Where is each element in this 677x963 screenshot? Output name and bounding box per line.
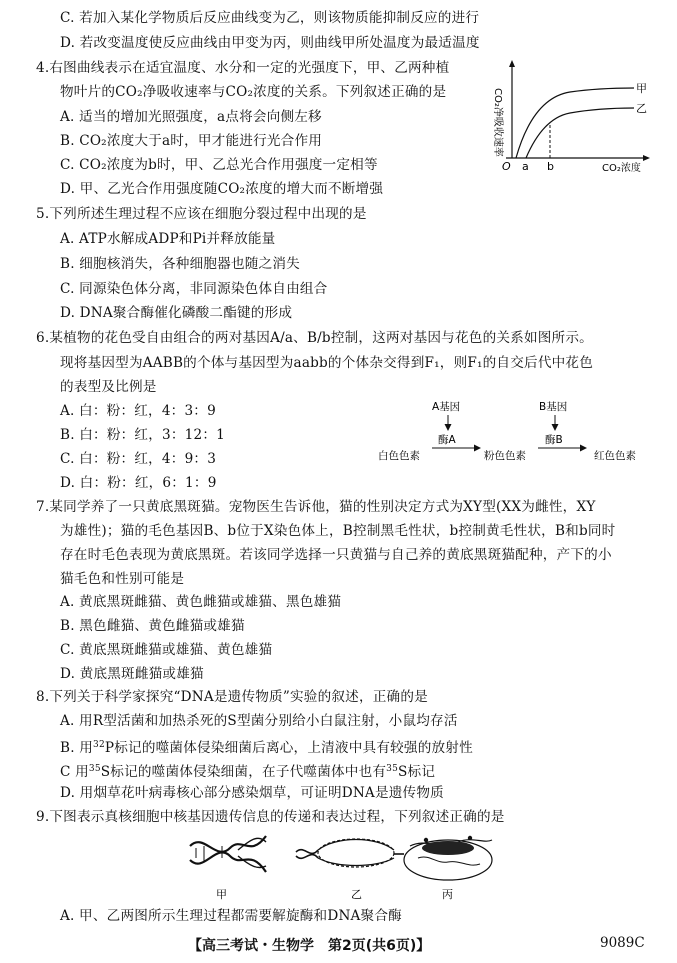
gene-expression-figure <box>186 828 506 900</box>
q4-option-c: C. CO₂浓度为b时，甲、乙总光合作用强度一定相等 <box>60 157 378 173</box>
q6-stem-line2: 现将基因型为AABB的个体与基因型为aabb的个体杂交得到F₁，则F₁的自交后代中花色 <box>60 355 593 371</box>
q6-stem-line1: 6.某植物的花色受自由组合的两对基因A/a、B/b控制，这两对基因与花色的关系如图所示。 <box>36 330 593 346</box>
replication-diagram <box>190 836 266 872</box>
translation-diagram <box>404 836 492 880</box>
q6-option-d: D. 白：粉：红，6：1：9 <box>60 475 217 491</box>
q9-stem: 9.下图表示真核细胞中核基因遗传信息的传递和表达过程，下列叙述正确的是 <box>36 809 505 825</box>
page-footer: 【高三考试・生物学 第2页(共6页)】 <box>188 938 431 954</box>
q7-option-c: C. 黄底黑斑雌猫或雄猫、黄色雄猫 <box>60 642 273 658</box>
figure-x-label: CO₂浓度 <box>602 163 641 174</box>
fig-label-bing: 丙 <box>442 888 453 900</box>
white-pigment-label: 白色色素 <box>378 450 420 462</box>
q6-stem-line3: 的表型及比例是 <box>60 379 157 395</box>
q7-line2: 为雄性)；猫的毛色基因B、b位于X染色体上，B控制黑毛性状，b控制黄毛性状，B和b同时 <box>60 523 616 539</box>
q3-option-d: D. 若改变温度使反应曲线由甲变为丙，则曲线甲所处温度为最适温度 <box>60 35 480 51</box>
fig-label-jia: 甲 <box>216 888 227 900</box>
curve-label-yi: 乙 <box>636 102 647 115</box>
figure-y-label: CO₂净吸收速率 <box>492 88 503 157</box>
pink-pigment-label: 粉色色素 <box>484 450 526 462</box>
q5-option-a: A. ATP水解成ADP和Pi并释放能量 <box>60 231 276 247</box>
q4-option-d: D. 甲、乙光合作用强度随CO₂浓度的增大而不断增强 <box>60 181 384 197</box>
transcription-diagram <box>296 839 404 867</box>
red-pigment-label: 红色色素 <box>594 450 636 462</box>
enzyme-a-label: 酶A <box>438 434 456 446</box>
fig-label-yi: 乙 <box>351 888 362 900</box>
paper-code: 9089C <box>600 935 645 951</box>
curve-label-jia: 甲 <box>636 82 647 95</box>
tick-a-label: a <box>522 160 529 173</box>
q6-option-c: C. 白：粉：红，4：9：3 <box>60 451 217 467</box>
q7-line3: 存在时毛色表现为黄底黑斑。若该同学选择一只黄猫与自己养的黄底黑斑猫配种，产下的小 <box>60 547 612 563</box>
q8-stem: 8.下列关于科学家探究“DNA是遗传物质”实验的叙述，正确的是 <box>36 689 428 705</box>
q6-option-b: B. 白：粉：红，3：12：1 <box>60 427 225 443</box>
curve-jia <box>516 88 634 158</box>
q7-line1: 7.某同学养了一只黄底黑斑猫。宠物医生告诉他，猫的性别决定方式为XY型(XX为雌性，XY <box>36 499 596 515</box>
curve-yi <box>526 108 634 158</box>
tick-b-label: b <box>547 160 554 173</box>
q7-option-d: D. 黄底黑斑雌猫或雄猫 <box>60 666 204 682</box>
q4-stem-line2: 物叶片的CO₂净吸收速率与CO₂浓度的关系。下列叙述正确的是 <box>60 84 447 100</box>
q8-option-c: C 用$^{35}$S标记的噬菌体侵染细菌，在子代噬菌体中也有$^{35}$S标记 <box>60 764 436 780</box>
gene-b-label: B基因 <box>539 401 568 413</box>
q5-stem: 5.下列所述生理过程不应该在细胞分裂过程中出现的是 <box>36 206 367 222</box>
q4-option-a: A. 适当的增加光照强度，a点将会向侧左移 <box>60 109 322 125</box>
q7-option-b: B. 黑色雌猫、黄色雌猫或雄猫 <box>60 618 245 634</box>
q7-option-a: A. 黄底黑斑雌猫、黄色雌猫或雄猫、黑色雄猫 <box>60 594 342 610</box>
q8-option-b: B. 用$^{32}$P标记的噬菌体侵染细菌后离心，上清液中具有较强的放射性 <box>60 740 473 756</box>
q8-option-d: D. 用烟草花叶病毒核心部分感染烟草，可证明DNA是遗传物质 <box>60 785 444 801</box>
q5-option-d: D. DNA聚合酶催化磷酸二酯键的形成 <box>60 305 293 321</box>
q9-option-a: A. 甲、乙两图所示生理过程都需要解旋酶和DNA聚合酶 <box>60 908 402 924</box>
origin-label: O <box>502 160 511 173</box>
co2-absorption-figure <box>488 58 660 176</box>
q8-option-a: A. 用R型活菌和加热杀死的S型菌分别给小白鼠注射，小鼠均存活 <box>60 713 458 729</box>
gene-a-label: A基因 <box>432 401 461 413</box>
q5-option-b: B. 细胞核消失，各种细胞器也随之消失 <box>60 256 300 272</box>
q4-stem-line1: 4.右图曲线表示在适宜温度、水分和一定的光强度下，甲、乙两种植 <box>36 60 450 76</box>
q7-line4: 猫毛色和性别可能是 <box>60 571 185 587</box>
q5-option-c: C. 同源染色体分离，非同源染色体自由组合 <box>60 281 328 297</box>
q3-option-c: C. 若加入某化学物质后反应曲线变为乙，则该物质能抑制反应的进行 <box>60 10 480 26</box>
q6-option-a: A. 白：粉：红，4：3：9 <box>60 403 216 419</box>
flower-color-pathway <box>372 396 662 466</box>
q4-option-b: B. CO₂浓度大于a时，甲才能进行光合作用 <box>60 133 323 149</box>
enzyme-b-label: 酶B <box>545 434 563 446</box>
